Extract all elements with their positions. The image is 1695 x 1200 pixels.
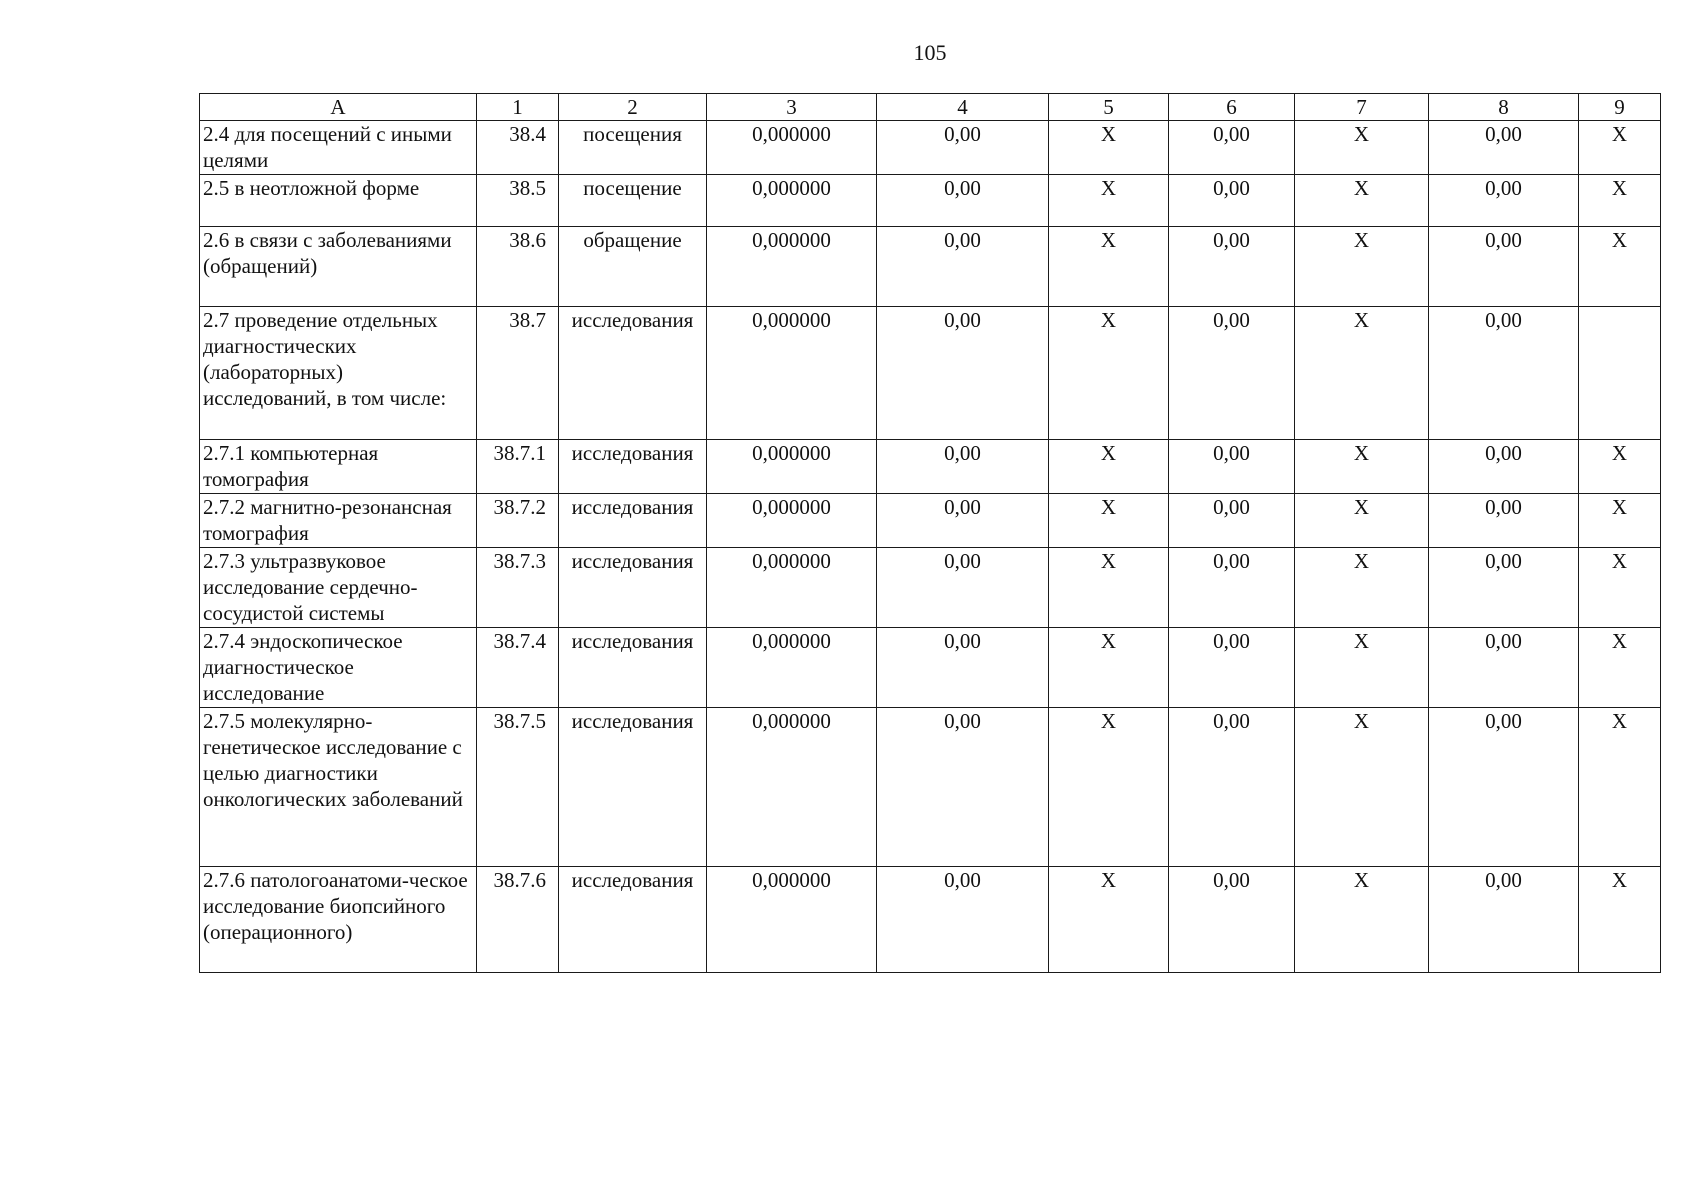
cell-col-8: 0,00 [1429, 227, 1579, 307]
cell-col-4: 0,00 [877, 175, 1049, 227]
cell-col-6: 0,00 [1169, 867, 1295, 973]
cell-col-8: 0,00 [1429, 867, 1579, 973]
row-unit: обращение [559, 227, 707, 307]
cell-col-9: Х [1579, 494, 1661, 548]
cell-col-6: 0,00 [1169, 708, 1295, 867]
row-code: 38.7.4 [477, 628, 559, 708]
cell-col-4: 0,00 [877, 628, 1049, 708]
row-code: 38.6 [477, 227, 559, 307]
cell-col-4: 0,00 [877, 867, 1049, 973]
cell-col-5: Х [1049, 227, 1169, 307]
column-header: 5 [1049, 94, 1169, 121]
cell-col-6: 0,00 [1169, 440, 1295, 494]
row-unit: исследования [559, 867, 707, 973]
column-header: 9 [1579, 94, 1661, 121]
cell-col-9: Х [1579, 867, 1661, 973]
row-code: 38.7.5 [477, 708, 559, 867]
cell-col-3: 0,000000 [707, 494, 877, 548]
cell-col-8: 0,00 [1429, 628, 1579, 708]
cell-col-5: Х [1049, 440, 1169, 494]
cell-col-7: Х [1295, 867, 1429, 973]
cell-col-9: Х [1579, 440, 1661, 494]
cell-col-3: 0,000000 [707, 548, 877, 628]
cell-col-5: Х [1049, 121, 1169, 175]
table-row [200, 440, 1661, 494]
table-row [200, 307, 1661, 440]
cell-col-4: 0,00 [877, 227, 1049, 307]
cell-col-5: Х [1049, 708, 1169, 867]
cell-col-3: 0,000000 [707, 628, 877, 708]
row-name: 2.4 для посещений с иными целями [200, 121, 477, 175]
cell-col-3: 0,000000 [707, 708, 877, 867]
column-header: 1 [477, 94, 559, 121]
cell-col-6: 0,00 [1169, 494, 1295, 548]
row-name: 2.5 в неотложной форме [200, 175, 477, 227]
cell-col-8: 0,00 [1429, 121, 1579, 175]
row-name: 2.7 проведение отдельных диагностических (лабораторных) исследований, в том числе: [200, 307, 477, 440]
cell-col-9: Х [1579, 548, 1661, 628]
cell-col-5: Х [1049, 175, 1169, 227]
row-name: 2.7.2 магнитно-резонансная томография [200, 494, 477, 548]
cell-col-9: Х [1579, 175, 1661, 227]
table-row [200, 548, 1661, 628]
cell-col-4: 0,00 [877, 307, 1049, 440]
cell-col-4: 0,00 [877, 708, 1049, 867]
column-header: 6 [1169, 94, 1295, 121]
row-unit: исследования [559, 708, 707, 867]
cell-col-5: Х [1049, 628, 1169, 708]
cell-col-7: Х [1295, 708, 1429, 867]
cell-col-5: Х [1049, 494, 1169, 548]
page-number: 105 [913, 40, 947, 65]
table-row [200, 628, 1661, 708]
cell-col-7: Х [1295, 548, 1429, 628]
cell-col-7: Х [1295, 307, 1429, 440]
cell-col-8: 0,00 [1429, 307, 1579, 440]
cell-col-6: 0,00 [1169, 227, 1295, 307]
cell-col-6: 0,00 [1169, 121, 1295, 175]
header-row [200, 94, 1661, 121]
cell-col-6: 0,00 [1169, 175, 1295, 227]
cell-col-7: Х [1295, 440, 1429, 494]
cell-col-9 [1579, 307, 1661, 440]
cell-col-4: 0,00 [877, 440, 1049, 494]
cell-col-7: Х [1295, 175, 1429, 227]
cell-col-6: 0,00 [1169, 548, 1295, 628]
cell-col-5: Х [1049, 867, 1169, 973]
data-table [199, 93, 1661, 973]
cell-col-7: Х [1295, 121, 1429, 175]
row-unit: исследования [559, 440, 707, 494]
row-code: 38.7 [477, 307, 559, 440]
row-name: 2.7.1 компьютерная томография [200, 440, 477, 494]
cell-col-9: Х [1579, 121, 1661, 175]
cell-col-8: 0,00 [1429, 548, 1579, 628]
cell-col-8: 0,00 [1429, 708, 1579, 867]
cell-col-3: 0,000000 [707, 227, 877, 307]
column-header: 3 [707, 94, 877, 121]
table-row [200, 227, 1661, 307]
table-row [200, 494, 1661, 548]
cell-col-9: Х [1579, 708, 1661, 867]
column-header: А [200, 94, 477, 121]
cell-col-9: Х [1579, 628, 1661, 708]
row-unit: посещения [559, 121, 707, 175]
table-row [200, 867, 1661, 973]
row-code: 38.5 [477, 175, 559, 227]
row-name: 2.7.4 эндоскопическое диагностическое исследование [200, 628, 477, 708]
column-header: 2 [559, 94, 707, 121]
cell-col-8: 0,00 [1429, 175, 1579, 227]
row-name: 2.6 в связи с заболеваниями (обращений) [200, 227, 477, 307]
row-unit: исследования [559, 494, 707, 548]
row-code: 38.7.1 [477, 440, 559, 494]
table-row [200, 121, 1661, 175]
cell-col-3: 0,000000 [707, 307, 877, 440]
cell-col-6: 0,00 [1169, 628, 1295, 708]
row-unit: исследования [559, 628, 707, 708]
cell-col-3: 0,000000 [707, 440, 877, 494]
column-header: 8 [1429, 94, 1579, 121]
cell-col-5: Х [1049, 548, 1169, 628]
cell-col-7: Х [1295, 628, 1429, 708]
cell-col-9: Х [1579, 227, 1661, 307]
column-header: 7 [1295, 94, 1429, 121]
cell-col-3: 0,000000 [707, 121, 877, 175]
row-code: 38.4 [477, 121, 559, 175]
cell-col-8: 0,00 [1429, 440, 1579, 494]
cell-col-7: Х [1295, 227, 1429, 307]
row-code: 38.7.2 [477, 494, 559, 548]
row-unit: исследования [559, 548, 707, 628]
table-row [200, 708, 1661, 867]
row-unit: посещение [559, 175, 707, 227]
cell-col-7: Х [1295, 494, 1429, 548]
row-code: 38.7.3 [477, 548, 559, 628]
cell-col-4: 0,00 [877, 121, 1049, 175]
cell-col-3: 0,000000 [707, 175, 877, 227]
cell-col-4: 0,00 [877, 548, 1049, 628]
column-header: 4 [877, 94, 1049, 121]
table-row [200, 175, 1661, 227]
cell-col-4: 0,00 [877, 494, 1049, 548]
cell-col-5: Х [1049, 307, 1169, 440]
cell-col-6: 0,00 [1169, 307, 1295, 440]
row-name: 2.7.6 патологоанатоми-ческое исследование биопсийного (операционного) [200, 867, 477, 973]
row-name: 2.7.3 ультразвуковое исследование сердечно-сосудистой системы [200, 548, 477, 628]
cell-col-8: 0,00 [1429, 494, 1579, 548]
row-unit: исследования [559, 307, 707, 440]
row-name: 2.7.5 молекулярно-генетическое исследование с целью диагностики онкологических заболеваний [200, 708, 477, 867]
row-code: 38.7.6 [477, 867, 559, 973]
cell-col-3: 0,000000 [707, 867, 877, 973]
